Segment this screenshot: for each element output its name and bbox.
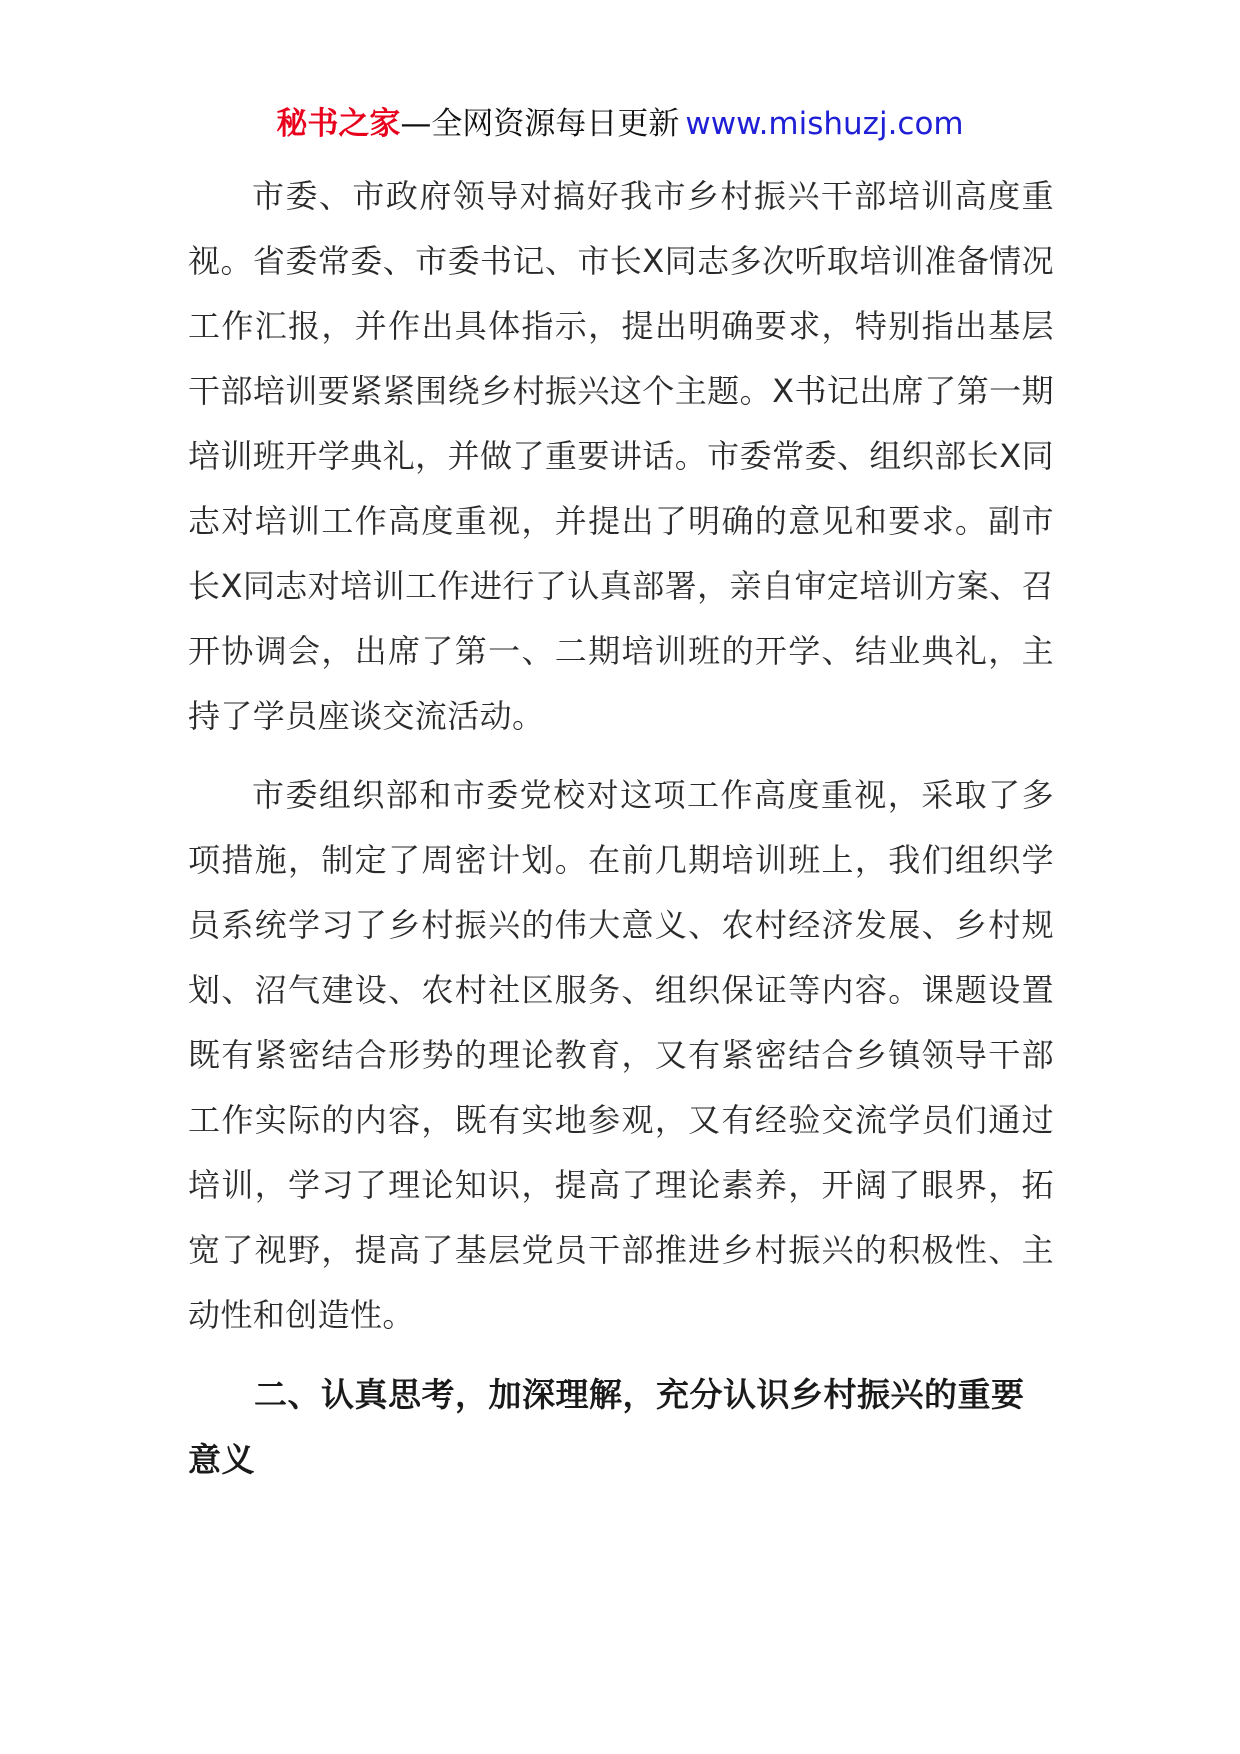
brand-name: 秘书之家 — [276, 106, 401, 142]
header-tagline: —全网资源每日更新 — [400, 106, 680, 142]
site-url-link[interactable]: www.mishuzj.com — [685, 106, 964, 142]
section-heading: 二、认真思考，加深理解，充分认识乡村振兴的重要意义 — [188, 1375, 1025, 1479]
paragraph-organization-measures: 市委组织部和市委党校对这项工作高度重视，采取了多项措施，制定了周密计划。在前几期培训班上，我们组织学员系统学习了乡村振兴的伟大意义、农村经济发展、乡村规划、沼气建设、农村社区服务、组织保证等内容。课题设置既有紧密结合形势的理论教育，又有紧密结合乡镇领导干部工作实际的内容，既有实地参观，又有经验交流学员们通过培训，学习了理论知识，提高了理论素养，开阔了眼界，拓宽了视野，提高了基层党员干部推进乡村振兴的积极性、主动性和创造性。 — [188, 776, 1054, 1334]
paragraph-leadership-attention: 市委、市政府领导对搞好我市乡村振兴干部培训高度重视。省委常委、市委书记、市长X同志多次听取培训准备情况工作汇报，并作出具体指示，提出明确要求，特别指出基层干部培训要紧紧围绕乡村振兴这个主题。X书记出席了第一期培训班开学典礼，并做了重要讲话。市委常委、组织部长X同志对培训工作高度重视，并提出了明确的意见和要求。副市长X同志对培训工作进行了认真部署，亲自审定培训方案、召开协调会，出席了第一、二期培训班的开学、结业典礼，主持了学员座谈交流活动。 — [188, 177, 1054, 735]
document-body — [188, 164, 1054, 1492]
page-header — [0, 100, 1240, 148]
